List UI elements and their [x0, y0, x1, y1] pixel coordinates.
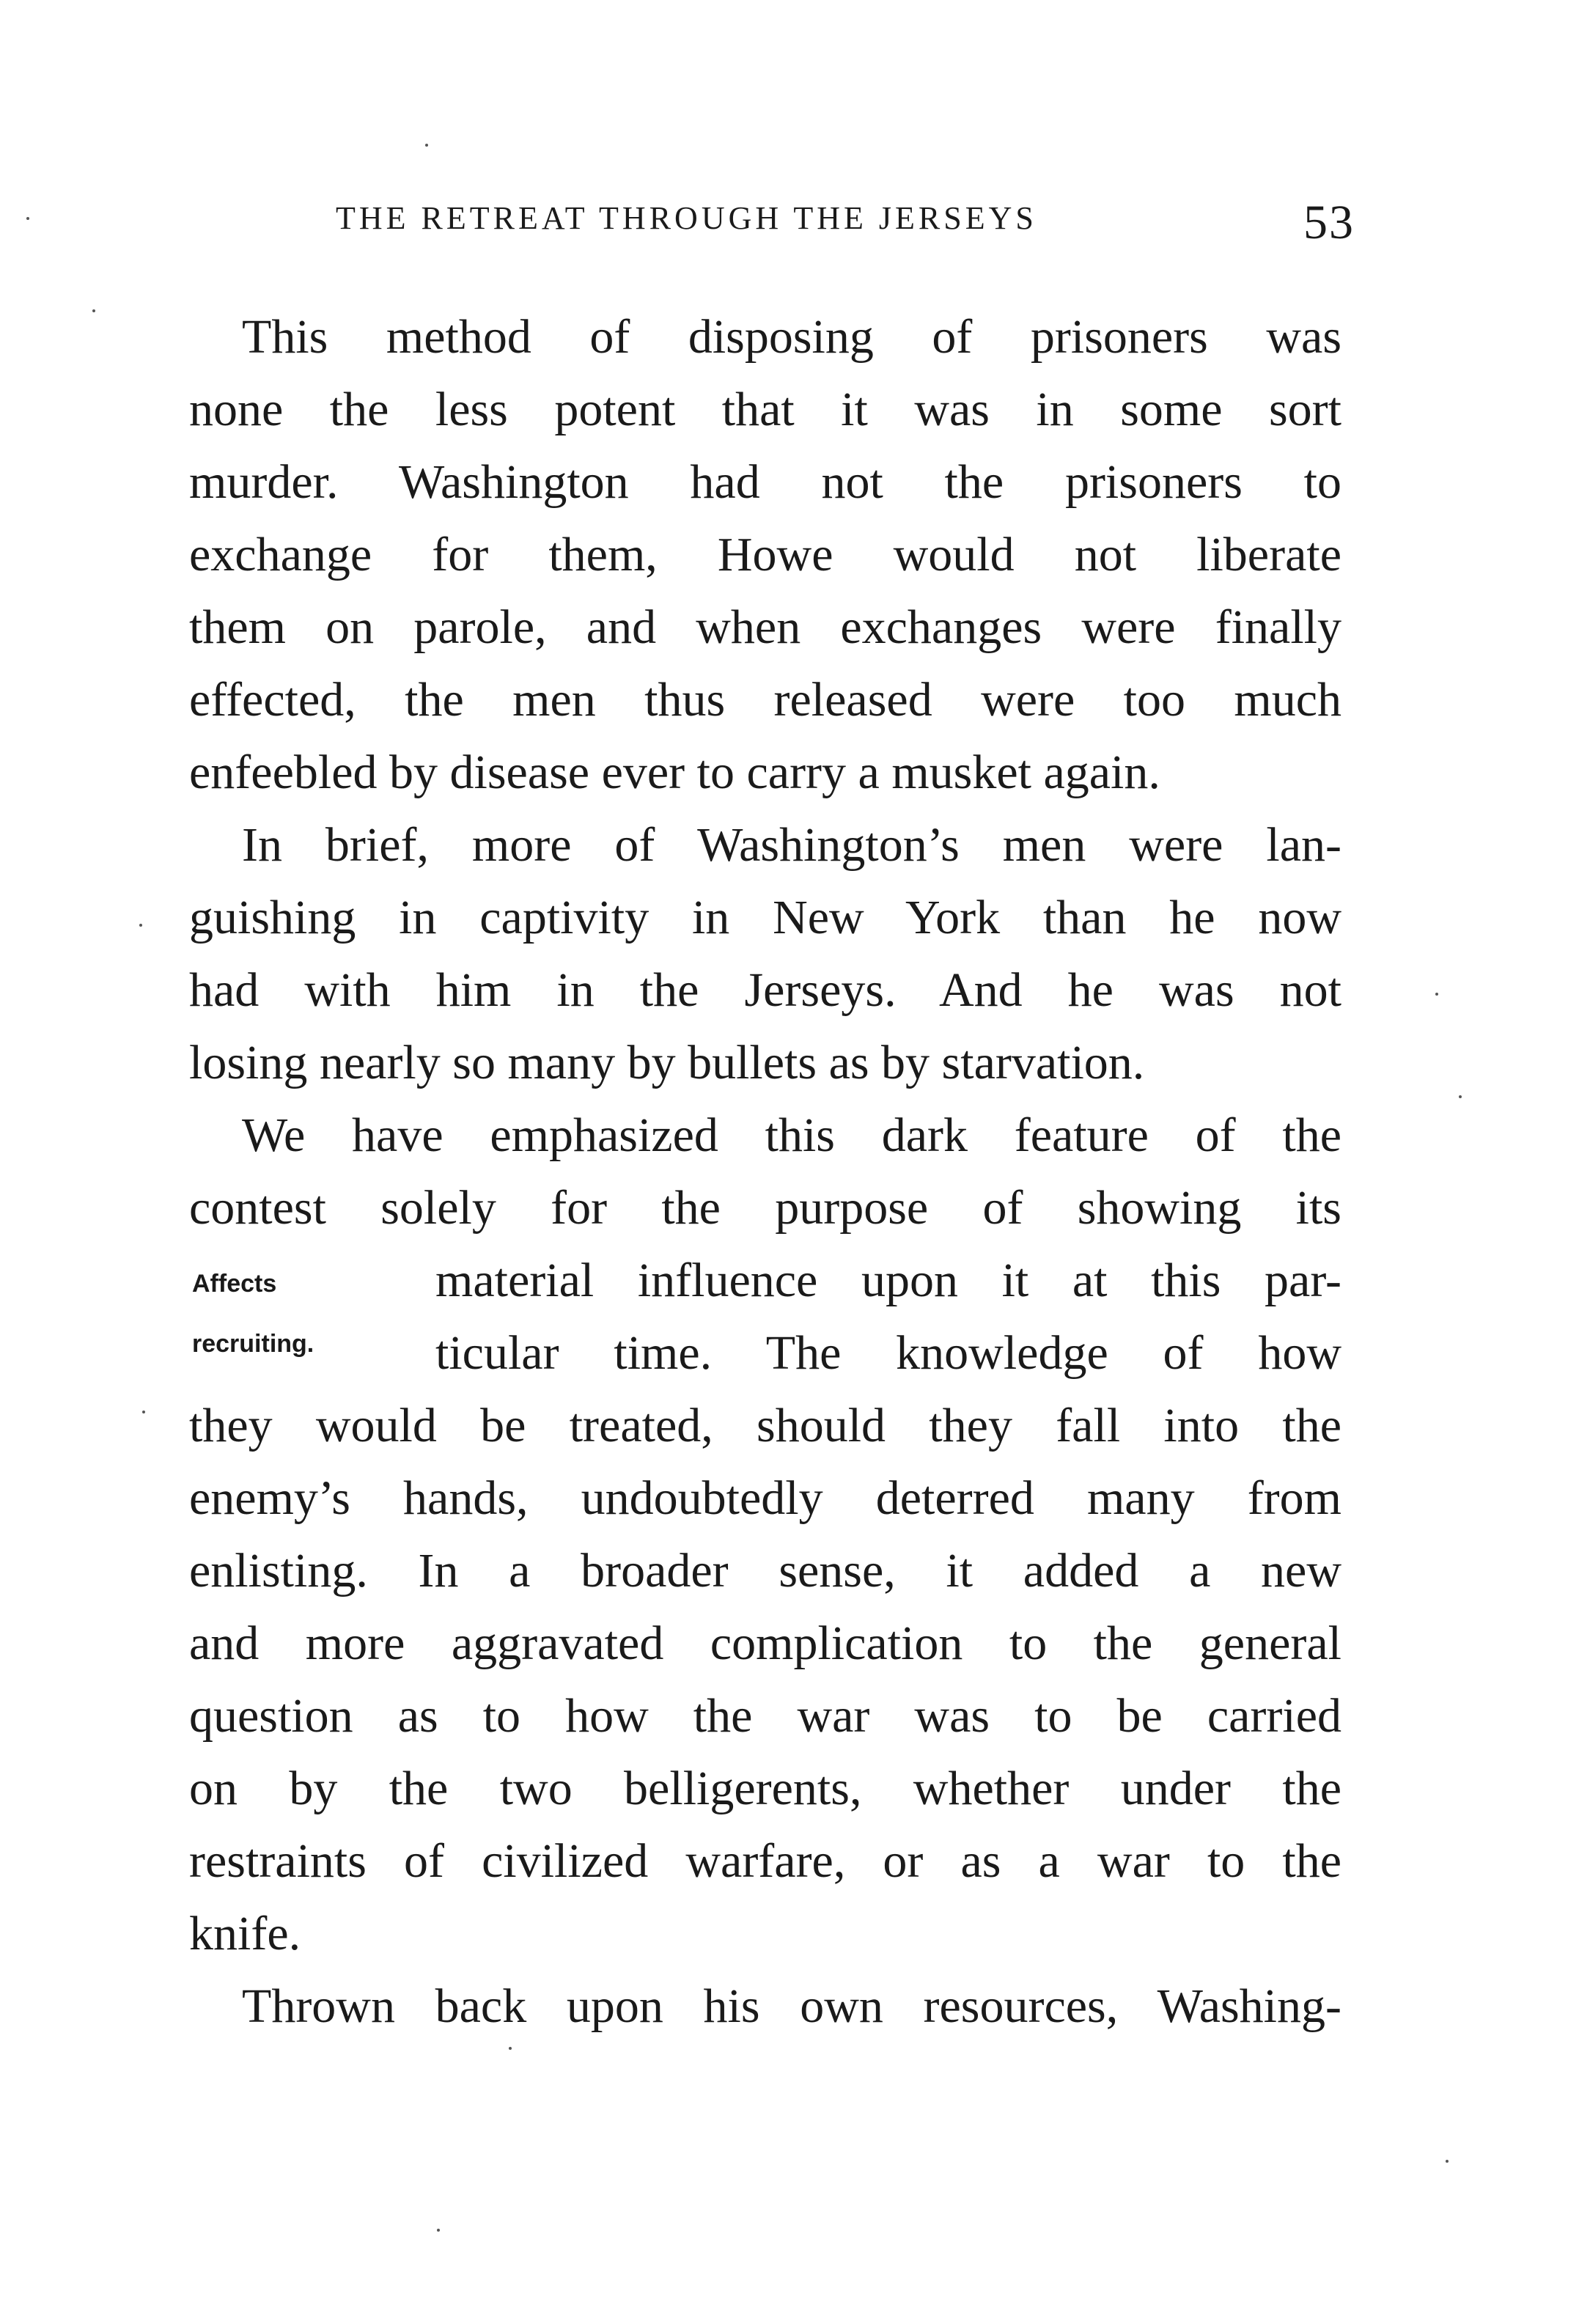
text-line: restraints of civilized warfare, or as a war to the [189, 1834, 1341, 1888]
paper-speck [509, 2047, 512, 2050]
text-line: enfeebled by disease ever to carry a musket again. [189, 746, 1160, 799]
text-line: them on parole, and when exchanges were finally [189, 600, 1341, 654]
text-line: enlisting. In a broader sense, it added a new [189, 1544, 1341, 1597]
page-number: 53 [1303, 196, 1355, 249]
running-title: THE RETREAT THROUGH THE JERSEYS [336, 200, 1037, 236]
text-line: they would be treated, should they fall into the [189, 1399, 1341, 1452]
text-line: We have emphasized this dark feature of the [242, 1108, 1341, 1162]
text-line: This method of disposing of prisoners was [242, 310, 1341, 364]
margin-note-line: Affects [192, 1270, 277, 1298]
text-line: had with him in the Jerseys. And he was not [189, 963, 1341, 1017]
text-line: effected, the men thus released were too much [189, 673, 1341, 727]
paper-speck [142, 1411, 145, 1413]
paper-speck [26, 217, 29, 220]
body-text [189, 301, 1341, 2042]
paper-speck [139, 924, 142, 927]
text-line: and more aggravated complication to the general [189, 1617, 1341, 1670]
text-line: on by the two belligerents, whether under the [189, 1762, 1341, 1815]
paper-speck [1446, 2160, 1449, 2163]
paper-speck [1459, 1095, 1462, 1098]
text-line: In brief, more of Washington’s men were lan- [242, 818, 1341, 872]
text-line: none the less potent that it was in some sort [189, 383, 1341, 436]
paper-speck [1435, 993, 1438, 996]
text-line: murder. Washington had not the prisoners to [189, 455, 1341, 509]
text-line: enemy’s hands, undoubtedly deterred many from [189, 1471, 1341, 1525]
text-line: question as to how the war was to be carried [189, 1689, 1341, 1743]
text-line: contest solely for the purpose of showing its [189, 1181, 1341, 1235]
paper-speck [425, 144, 428, 147]
paper-speck [92, 309, 95, 312]
text-line: knife. [189, 1907, 301, 1960]
text-line: guishing in captivity in New York than he now [189, 891, 1341, 944]
text-line: exchange for them, Howe would not liberate [189, 528, 1341, 581]
paper-speck [437, 2229, 440, 2232]
text-line: losing nearly so many by bullets as by starvation. [189, 1036, 1145, 1089]
text-line: ticular time. The knowledge of how [435, 1326, 1341, 1380]
text-line: Thrown back upon his own resources, Washing- [242, 1979, 1341, 2033]
margin-note-line: recruiting. [192, 1330, 314, 1358]
text-line: material influence upon it at this par- [435, 1254, 1341, 1307]
running-header [336, 195, 1355, 261]
